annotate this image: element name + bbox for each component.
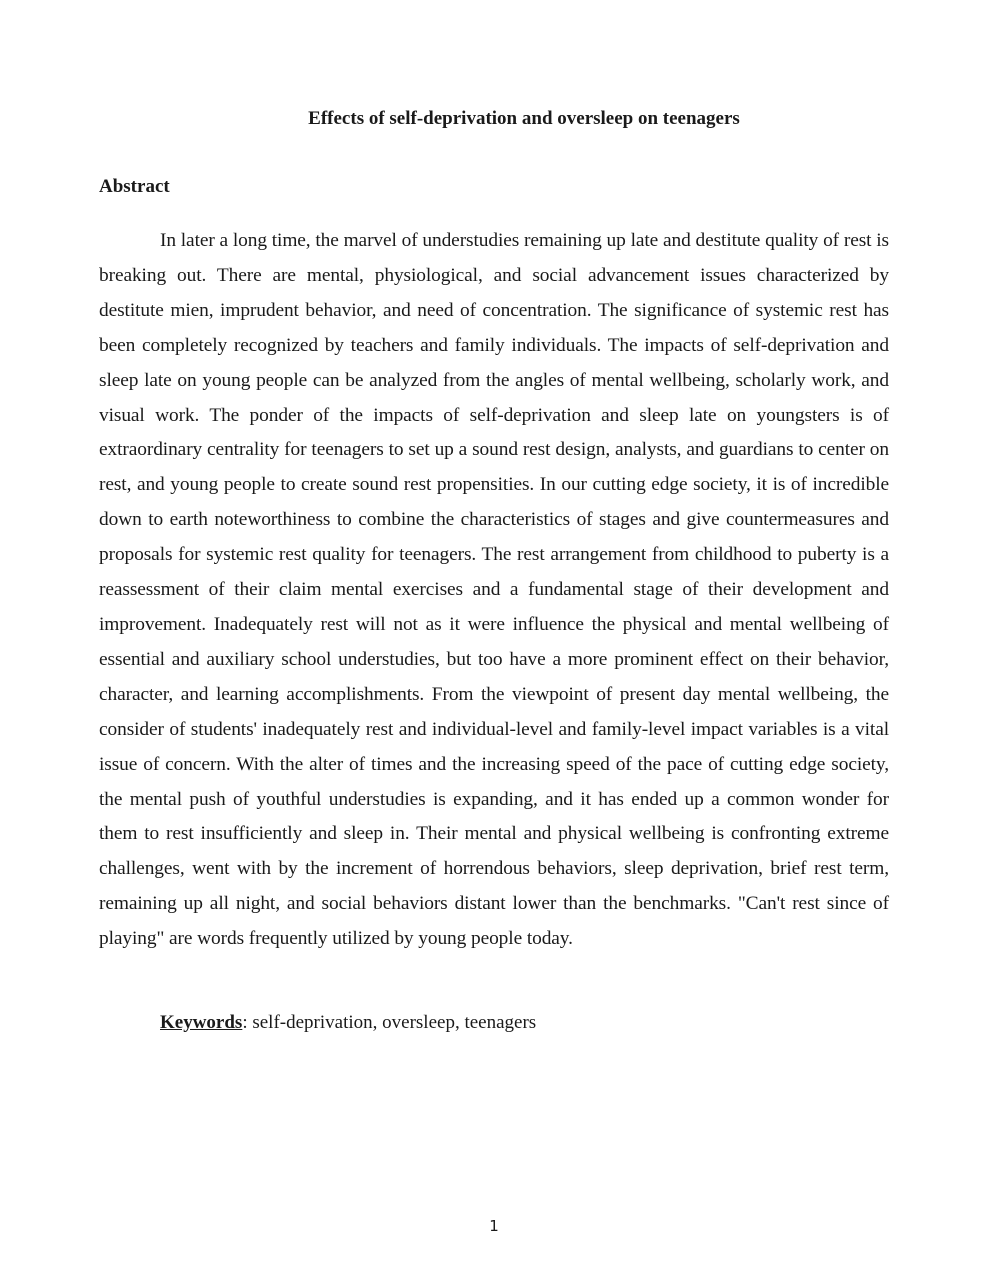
abstract-heading: Abstract <box>99 176 170 197</box>
keywords-separator: : <box>242 1012 253 1033</box>
abstract-paragraph: In later a long time, the marvel of understudies remaining up late and destitute quality of rest is breaking out. There are mental, physiological, and social advancement issues characterized by destitute mien, imprudent behavior, and need of concentration. The significance of systemic rest has been completely recognized by teachers and family individuals. The impacts of self-deprivation and sleep late on young people can be analyzed from the angles of mental wellbeing, scholarly work, and visual work. The ponder of the impacts of self-deprivation and sleep late on youngsters is of extraordinary centrality for teenagers to set up a sound rest design, analysts, and guardians to center on rest, and young people to create sound rest propensities. In our cutting edge society, it is of incredible down to earth noteworthiness to combine the characteristics of stages and give countermeasures and proposals for systemic rest quality for teenagers. The rest arrangement from childhood to puberty is a reassessment of their claim mental exercises and a fundamental stage of their development and improvement. Inadequately rest will not as it were influence the physical and mental wellbeing of essential and auxiliary school understudies, but too have a more prominent effect on their behavior, character, and learning accomplishments. From the viewpoint of present day mental wellbeing, the consider of students' inadequately rest and individual-level and family-level impact variables is a vital issue of concern. With the alter of times and the increasing speed of the pace of cutting edge society, the mental push of youthful understudies is expanding, and it has ended up a common wonder for them to rest insufficiently and sleep in. Their mental and physical wellbeing is confronting extreme challenges, went with by the increment of horrendous behaviors, sleep deprivation, brief rest term, remaining up all night, and social behaviors distant lower than the benchmarks. "Can't rest since of playing" are words frequently utilized by young people today. <box>99 230 889 950</box>
page-number: 1 <box>489 1217 499 1235</box>
keywords-value: self-deprivation, oversleep, teenagers <box>252 1012 537 1033</box>
keywords-line <box>160 1010 536 1036</box>
paper-title: Effects of self-deprivation and oversleep on teenagers <box>308 108 740 129</box>
keywords-label: Keywords <box>160 1012 243 1033</box>
